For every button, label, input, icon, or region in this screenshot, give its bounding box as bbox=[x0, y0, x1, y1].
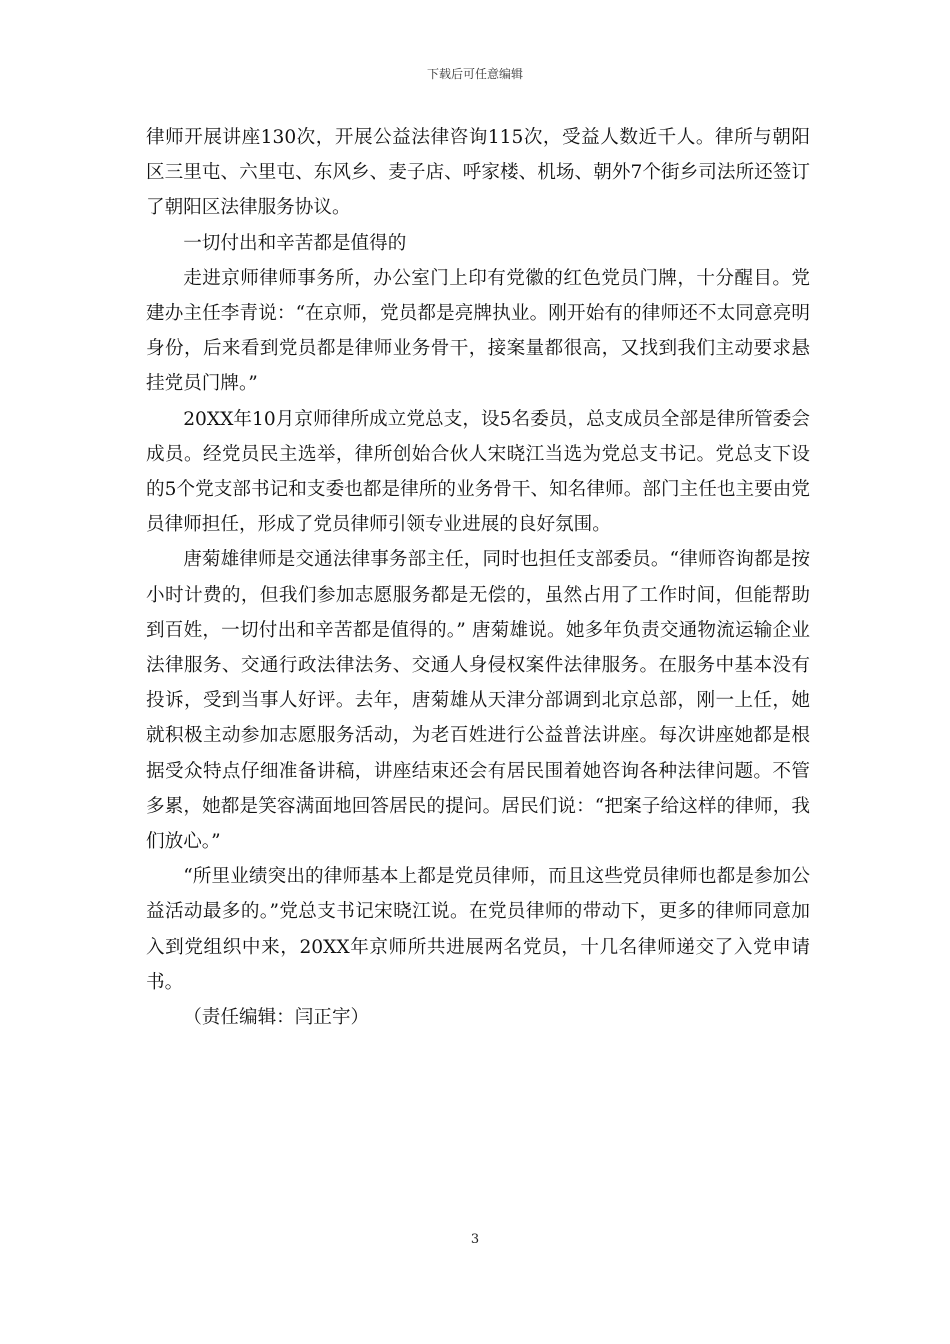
page-header: 下载后可任意编辑 bbox=[426, 67, 523, 81]
paragraph-tang-juxiong: 唐菊雄律师是交通法律事务部主任，同时也担任支部委员。“律师咨询都是按小时计费的，但我们参加志愿服务都是无偿的，虽然占用了工作时间，但能帮助到百姓，一切付出和辛苦都是值得的。” 唐菊雄说。她多年负责交通物流运输企业法律服务、交通行政法律法务、交通人身侵权案件法律服务。在服务中基本没有投诉，受到当事人好评。去年，唐菊雄从天津分部调到北京总部，刚一上任，她就积极主动参加志愿服务活动，为老百姓进行公益普法讲座。每次讲座她都是根据受众特点仔细准备讲稿，讲座结束还会有居民围着她咨询各种法律问题。不管多累，她都是笑容满面地回答居民的提问。居民们说：“把案子给这样的律师，我们放心。” bbox=[146, 549, 810, 853]
responsible-editor: （责任编辑：闫正宇） bbox=[183, 1007, 370, 1029]
document-body bbox=[146, 120, 810, 1035]
paragraph-party-nameplate: 走进京师律师事务所，办公室门上印有党徽的红色党员门牌，十分醒目。党建办主任李青说：“在京师，党员都是亮牌执业。刚开始有的律师还不太同意亮明身份，后来看到党员都是律师业务骨干，接案量都很高，又找到我们主动要求悬挂党员门牌。” bbox=[146, 267, 810, 395]
section-subheading: 一切付出和辛苦都是值得的 bbox=[183, 232, 407, 254]
paragraph-party-members: “所里业绩突出的律师基本上都是党员律师，而且这些党员律师也都是参加公益活动最多的。”党总支书记宋晓江说。在党员律师的带动下，更多的律师同意加入到党组织中来，20XX年京师所共进展两名党员，十几名律师递交了入党申请书。 bbox=[146, 866, 810, 993]
paragraph-party-branch: 20XX年10月京师律所成立党总支，设5名委员，总支成员全部是律所管委会成员。经党员民主选举，律所创始合伙人宋晓江当选为党总支书记。党总支下设的5个党支部书记和支委也都是律所的业务骨干、知名律师。部门主任也主要由党员律师担任，形成了党员律师引领专业进展的良好氛围。 bbox=[146, 408, 810, 536]
page-number: 3 bbox=[470, 1232, 480, 1247]
paragraph-lecture-stats: 律师开展讲座130次，开展公益法律咨询115次，受益人数近千人。律所与朝阳区三里屯、六里屯、东风乡、麦子店、呼家楼、机场、朝外7个街乡司法所还签订了朝阳区法律服务协议。 bbox=[146, 127, 810, 219]
